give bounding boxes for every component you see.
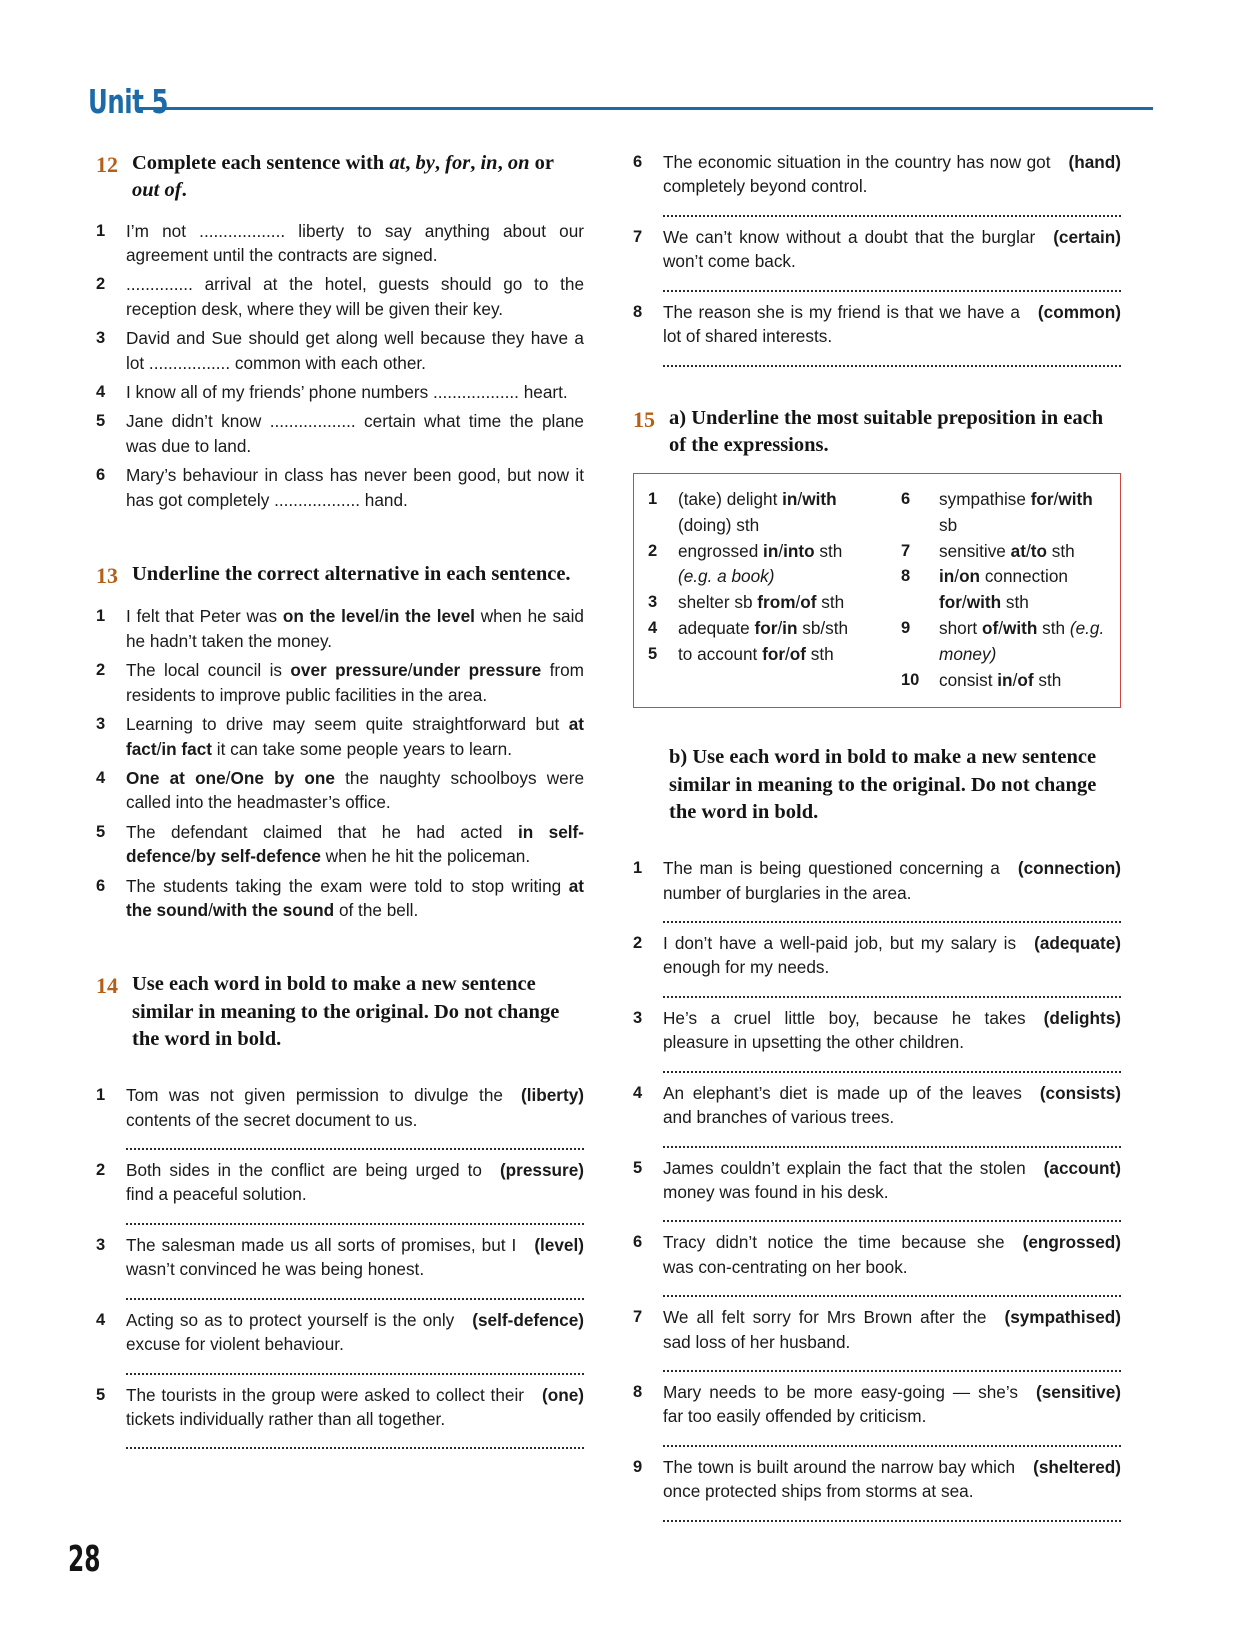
item-sentence: The tourists in the group were asked to collect their tickets individually rather than all together.	[126, 1384, 524, 1429]
cue-word: (account)	[1043, 1157, 1121, 1178]
item-number: 6	[96, 876, 106, 895]
preposition-box-right-column	[901, 487, 1106, 693]
expression-continuation: money)	[939, 643, 997, 664]
item-number: 3	[633, 1008, 643, 1027]
list-item	[96, 604, 584, 653]
exercise-12-items	[96, 219, 584, 513]
list-item	[96, 1158, 584, 1207]
list-item	[633, 1305, 1121, 1354]
item-number: 8	[633, 302, 643, 321]
list-item	[96, 326, 584, 375]
part-a-label: a)	[669, 406, 687, 429]
cue-word: (certain)	[1053, 226, 1121, 247]
unit-title: Unit 5	[88, 82, 169, 121]
item-text	[663, 1230, 1121, 1279]
answer-line[interactable]	[663, 982, 1121, 998]
item-text[interactable]: I know all of my friends’ phone numbers .................. heart.	[126, 382, 568, 403]
item-number: 7	[901, 541, 911, 560]
spacer	[633, 375, 1121, 405]
exercise-14-heading	[96, 971, 584, 1053]
expression-text[interactable]: (take) delight in/with	[678, 489, 837, 510]
item-text[interactable]: I’m not .................. liberty to say anything about our agreement until the contracts are signed.	[126, 220, 584, 265]
list-item	[96, 1308, 584, 1357]
answer-line[interactable]	[663, 1356, 1121, 1372]
item-number: 2	[96, 275, 106, 294]
item-number: 4	[96, 1310, 106, 1329]
item-text	[663, 1380, 1121, 1429]
list-item	[96, 219, 584, 268]
cue-word: (adequate)	[1034, 933, 1121, 953]
expression-text[interactable]: short of/with sth (e.g.	[939, 618, 1105, 639]
item-sentence: The man is being questioned concerning a number of burglaries in the area.	[663, 858, 1000, 903]
expression-continuation: (e.g. a book)	[678, 566, 775, 587]
item-text	[126, 1308, 584, 1357]
preposition-box-left-column	[648, 487, 901, 693]
item-text[interactable]: The students taking the exam were told to stop writing at the sound/with the sound of the bell.	[126, 875, 584, 921]
list-item	[96, 712, 584, 761]
answer-line[interactable]	[663, 1132, 1121, 1148]
cue-word: (sympathised)	[1004, 1307, 1121, 1328]
item-text[interactable]: One at one/One by one the naughty schoolboys were called into the headmaster’s office.	[126, 767, 585, 813]
item-text[interactable]: Jane didn’t know .................. certain what time the plane was due to land.	[126, 411, 584, 456]
item-sentence: We all felt sorry for Mrs Brown after the sad loss of her husband.	[663, 1307, 987, 1352]
answer-line[interactable]	[663, 1206, 1121, 1222]
answer-line[interactable]	[663, 907, 1121, 923]
cue-word: (common)	[1037, 301, 1121, 322]
item-sentence: The salesman made us all sorts of promises, but I wasn’t convinced he was being honest.	[126, 1234, 517, 1280]
answer-line[interactable]	[663, 351, 1121, 367]
item-text	[663, 931, 1121, 980]
item-number: 7	[633, 227, 643, 246]
exercise-14-instruction: Use each word in bold to make a new sentence similar in meaning to the original. Do not change the word in bold.	[132, 973, 560, 1050]
answer-line[interactable]	[126, 1134, 584, 1150]
item-text[interactable]: David and Sue should get along well because they have a lot ................. common with each other.	[126, 328, 584, 373]
exercise-13-items	[96, 604, 584, 922]
list-item	[901, 668, 1106, 694]
item-number: 5	[96, 822, 106, 841]
answer-line[interactable]	[126, 1284, 584, 1300]
exercise-15b-items	[633, 856, 1121, 1522]
item-text[interactable]: .............. arrival at the hotel, guests should go to the reception desk, where they will be given their key.	[126, 274, 584, 319]
part-a-instruction-text: Underline the most suitable preposition in each of the expressions.	[669, 406, 1104, 456]
item-number: 4	[648, 619, 658, 638]
item-sentence: We can’t know without a doubt that the burglar won’t come back.	[663, 226, 1036, 272]
answer-line[interactable]	[126, 1209, 584, 1225]
cue-word: (self-defence)	[472, 1309, 584, 1330]
exercise-14-items-continued	[633, 150, 1121, 367]
cue-word: (liberty)	[520, 1085, 584, 1106]
cue-word: (pressure)	[499, 1160, 584, 1181]
exercise-13-heading	[96, 561, 584, 590]
list-item	[96, 272, 584, 321]
list-item	[633, 856, 1121, 905]
item-text	[663, 225, 1121, 274]
list-item	[96, 1383, 584, 1432]
part-b-label: b)	[669, 746, 688, 769]
expression-text[interactable]: shelter sb from/of sth	[678, 592, 845, 613]
item-number: 2	[633, 934, 643, 952]
item-number: 4	[633, 1083, 643, 1102]
item-number: 1	[648, 490, 658, 509]
exercise-12-number: 12	[96, 152, 118, 177]
cue-word: (engrossed)	[1022, 1232, 1121, 1253]
exercise-15-number: 15	[633, 406, 655, 432]
list-item	[633, 931, 1121, 980]
answer-line[interactable]	[663, 201, 1121, 217]
spacer	[96, 927, 584, 971]
item-sentence: Tracy didn’t notice the time because she was con-centrating on her book.	[663, 1232, 1005, 1277]
list-item	[901, 616, 1106, 642]
item-text	[663, 300, 1121, 349]
cue-word: (level)	[534, 1234, 584, 1255]
expression-text[interactable]: sympathise for/with sb	[939, 489, 1093, 535]
list-item	[96, 1083, 584, 1132]
answer-line[interactable]	[663, 276, 1121, 292]
item-text	[126, 1083, 584, 1132]
item-number: 3	[648, 593, 658, 612]
item-text	[663, 150, 1121, 199]
item-text	[126, 1383, 584, 1432]
item-number: 3	[96, 329, 106, 348]
item-number: 1	[96, 607, 106, 626]
expression-continuation: (doing) sth	[678, 514, 760, 535]
item-number: 5	[96, 1385, 106, 1404]
item-text	[663, 1455, 1121, 1504]
item-sentence: The reason she is my friend is that we have a lot of shared interests.	[663, 301, 1020, 347]
cue-word: (one)	[541, 1384, 584, 1405]
unit-header	[88, 74, 1153, 121]
list-item	[633, 1081, 1121, 1130]
exercise-15a-instruction	[669, 405, 1121, 460]
list-item	[96, 380, 584, 404]
expression-text[interactable]: adequate for/in sb/sth	[678, 618, 849, 639]
list-item	[648, 539, 901, 565]
list-item	[633, 1455, 1121, 1504]
item-number: 5	[96, 412, 106, 431]
item-sentence: I don’t have a well-paid job, but my salary is enough for my needs.	[663, 933, 1017, 978]
item-number: 1	[633, 859, 643, 878]
item-number: 4	[96, 768, 106, 787]
exercise-13-instruction: Underline the correct alternative in each sentence.	[132, 563, 571, 586]
answer-line[interactable]	[663, 1506, 1121, 1522]
item-number: 2	[96, 661, 106, 680]
list-item	[633, 300, 1121, 349]
exercise-15b-heading	[633, 744, 1121, 826]
list-item	[96, 463, 584, 512]
left-column	[96, 150, 584, 1457]
expression-text[interactable]: consist in/of sth	[939, 669, 1062, 690]
list-item	[96, 658, 584, 707]
item-sentence: He’s a cruel little boy, because he takes pleasure in upsetting the other children.	[663, 1007, 1026, 1053]
item-text[interactable]: The defendant claimed that he had acted in self-defence/by self-defence when he hit the policeman.	[126, 821, 584, 867]
cue-word: (sheltered)	[1033, 1456, 1121, 1477]
list-item	[96, 409, 584, 458]
item-sentence: Mary needs to be more easy-going — she’s far too easily offended by criticism.	[663, 1382, 1018, 1427]
item-number: 2	[96, 1161, 106, 1180]
spacer	[633, 714, 1121, 744]
cue-word: (connection)	[1017, 858, 1121, 879]
item-sentence: The town is built around the narrow bay which once protected ships from storms at sea.	[663, 1456, 1016, 1502]
expression-continuation: for/with sth	[939, 592, 1029, 613]
exercise-12-instruction: Complete each sentence with at, by, for, in, on or out of.	[132, 152, 554, 202]
list-item	[901, 487, 1106, 539]
item-text	[663, 1156, 1121, 1205]
spacer	[633, 840, 1121, 856]
item-text	[126, 1233, 584, 1282]
item-text	[126, 1158, 584, 1207]
item-number: 7	[633, 1308, 643, 1327]
list-item	[633, 1380, 1121, 1429]
exercise-12-heading	[96, 150, 584, 205]
expression-text[interactable]: sensitive at/to sth	[939, 540, 1075, 561]
list-item	[648, 616, 901, 642]
item-sentence: Tom was not given permission to divulge the contents of the secret document to us.	[126, 1085, 503, 1130]
item-number: 6	[633, 153, 643, 171]
list-item	[648, 642, 901, 668]
item-number: 2	[648, 541, 658, 560]
list-item	[96, 874, 584, 923]
list-item	[96, 820, 584, 869]
item-number: 8	[901, 567, 911, 586]
item-text[interactable]: Mary’s behaviour in class has never been good, but now it has got completely .................. hand.	[126, 465, 584, 510]
cue-word: (sensitive)	[1035, 1382, 1121, 1403]
item-number: 5	[648, 644, 658, 663]
list-item	[633, 1156, 1121, 1205]
cue-word: (hand)	[1068, 152, 1121, 172]
list-item	[633, 150, 1121, 199]
item-sentence: Both sides in the conflict are being urged to find a peaceful solution.	[126, 1160, 482, 1205]
item-sentence: Acting so as to protect yourself is the only excuse for violent behaviour.	[126, 1309, 455, 1355]
spacer	[96, 517, 584, 561]
list-item	[633, 225, 1121, 274]
list-item	[648, 590, 901, 616]
item-text	[663, 856, 1121, 905]
item-number: 4	[96, 383, 106, 402]
item-number: 5	[633, 1158, 643, 1177]
list-item	[96, 1233, 584, 1282]
exercise-15b-instruction	[669, 744, 1121, 826]
item-text[interactable]: The local council is over pressure/under pressure from residents to improve public facilities in the area.	[126, 660, 584, 705]
cue-word: (consists)	[1039, 1082, 1121, 1103]
item-number: 6	[633, 1233, 643, 1252]
item-text	[663, 1081, 1121, 1130]
expression-text[interactable]: in/on connection	[939, 566, 1068, 587]
spacer	[96, 1067, 584, 1083]
item-number: 1	[96, 1086, 106, 1105]
list-item	[901, 539, 1106, 565]
cue-word: (delights)	[1043, 1007, 1121, 1028]
answer-line[interactable]	[126, 1433, 584, 1449]
item-number: 8	[633, 1383, 643, 1402]
item-number: 9	[901, 619, 911, 638]
item-number: 1	[96, 221, 106, 240]
item-sentence: An elephant’s diet is made up of the leaves and branches of various trees.	[663, 1082, 1022, 1128]
answer-line[interactable]	[663, 1281, 1121, 1297]
item-sentence: James couldn’t explain the fact that the stolen money was found in his desk.	[663, 1157, 1026, 1202]
answer-line[interactable]	[126, 1359, 584, 1375]
preposition-expressions-box	[633, 473, 1121, 708]
expression-text[interactable]: to account for/of sth	[678, 643, 834, 664]
item-sentence: The economic situation in the country has now got completely beyond control.	[663, 152, 1051, 197]
expression-text[interactable]: engrossed in/into sth	[678, 540, 843, 561]
item-text	[663, 1006, 1121, 1055]
item-number: 6	[901, 490, 911, 509]
item-number: 3	[96, 715, 106, 734]
item-number: 6	[96, 466, 106, 485]
exercise-15a-heading	[633, 405, 1121, 460]
exercise-13-number: 13	[96, 563, 118, 589]
list-item	[633, 1230, 1121, 1279]
list-item	[648, 487, 901, 513]
list-item	[96, 766, 584, 815]
list-item	[633, 1006, 1121, 1055]
item-number: 9	[633, 1457, 643, 1476]
item-number: 3	[96, 1235, 106, 1254]
answer-line[interactable]	[663, 1057, 1121, 1073]
item-text	[663, 1305, 1121, 1354]
item-text[interactable]: Learning to drive may seem quite straightforward but at fact/in fact it can take some people years to learn.	[126, 714, 584, 759]
item-text[interactable]: I felt that Peter was on the level/in the level when he said he hadn’t taken the money.	[126, 606, 584, 651]
list-item	[901, 564, 1106, 590]
item-number: 10	[901, 670, 920, 689]
exercise-14-items	[96, 1083, 584, 1449]
page-number: 28	[68, 1539, 101, 1580]
right-column	[633, 150, 1121, 1530]
unit-header-rule	[138, 107, 1153, 110]
answer-line[interactable]	[663, 1431, 1121, 1447]
part-b-instruction-text: Use each word in bold to make a new sentence similar in meaning to the original. Do not change the word in bold.	[669, 746, 1097, 823]
exercise-14-number: 14	[96, 973, 118, 999]
